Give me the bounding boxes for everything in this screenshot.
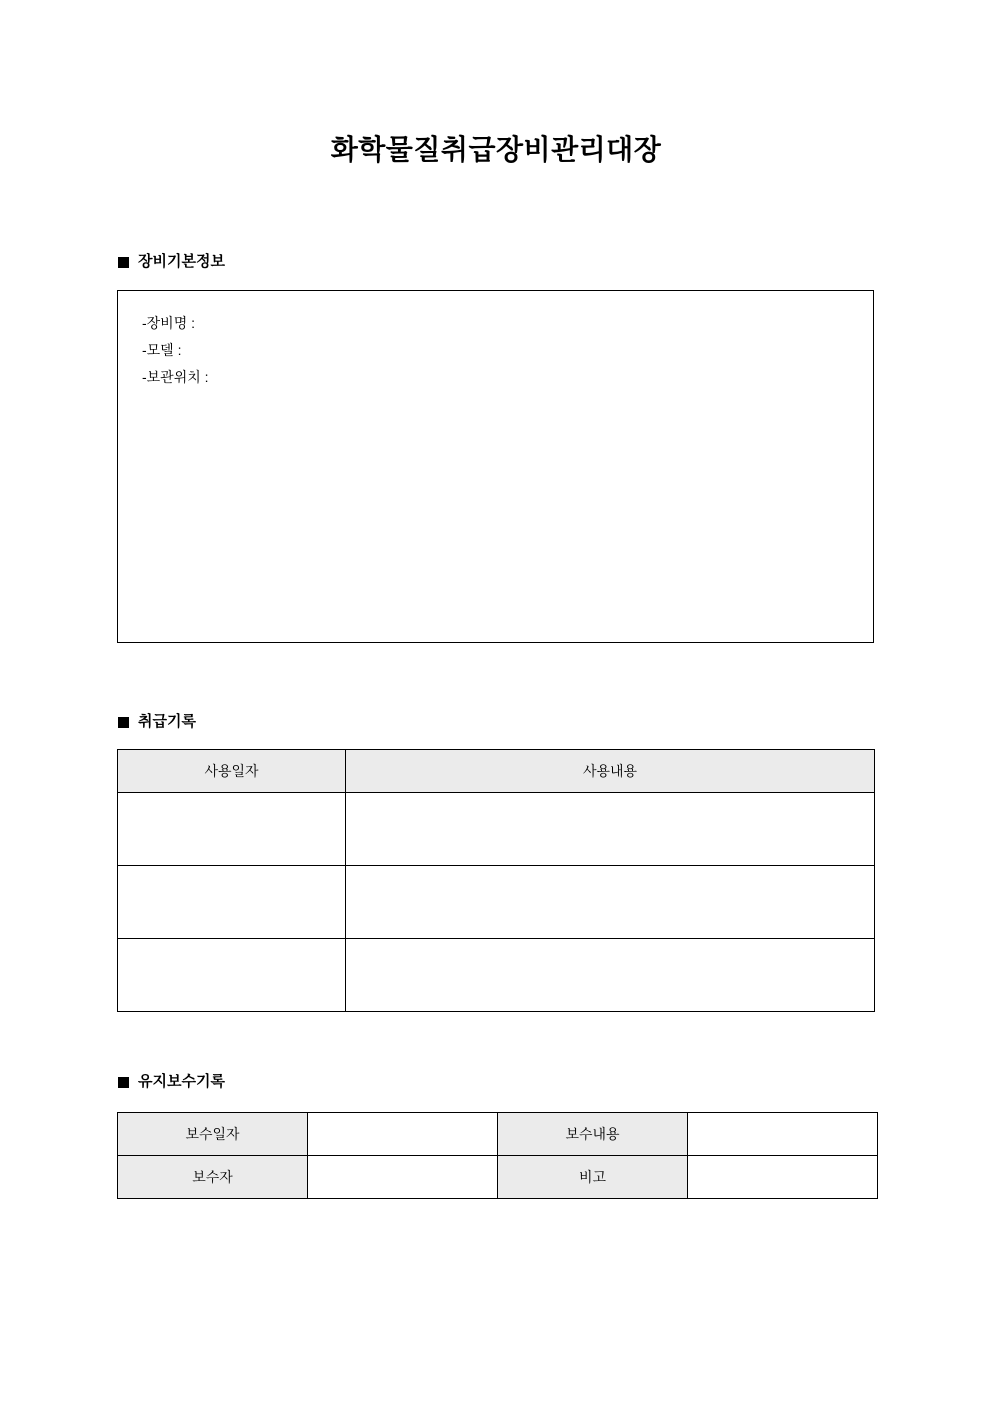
field-maintenance-person[interactable] <box>308 1156 498 1199</box>
cell-usage-details[interactable] <box>346 793 875 866</box>
field-maintenance-date[interactable] <box>308 1113 498 1156</box>
handling-record-table <box>117 749 875 1012</box>
label-maintenance-person: 보수자 <box>118 1156 308 1199</box>
field-remarks[interactable] <box>688 1156 878 1199</box>
filled-square-icon <box>118 717 129 728</box>
field-maintenance-details[interactable] <box>688 1113 878 1156</box>
cell-usage-details[interactable] <box>346 866 875 939</box>
label-remarks: 비고 <box>498 1156 688 1199</box>
table-row <box>118 1156 878 1199</box>
section-heading-equipment-info <box>118 251 225 273</box>
cell-usage-date[interactable] <box>118 866 346 939</box>
section-heading-maintenance-record <box>118 1071 225 1093</box>
column-header-usage-details: 사용내용 <box>346 750 875 793</box>
equipment-info-box <box>117 290 874 643</box>
maintenance-record-table <box>117 1112 878 1199</box>
cell-usage-date[interactable] <box>118 793 346 866</box>
cell-usage-date[interactable] <box>118 939 346 1012</box>
equipment-storage-location-label: -보관위치 : <box>142 369 209 385</box>
equipment-name-label: -장비명 : <box>142 315 196 331</box>
section-heading-maintenance-record-label: 유지보수기록 <box>138 1073 225 1090</box>
table-row <box>118 793 875 866</box>
filled-square-icon <box>118 1077 129 1088</box>
section-heading-equipment-info-label: 장비기본정보 <box>138 253 225 270</box>
equipment-info-lines <box>118 291 873 391</box>
table-row <box>118 866 875 939</box>
label-maintenance-date: 보수일자 <box>118 1113 308 1156</box>
table-header-row <box>118 750 875 793</box>
label-maintenance-details: 보수내용 <box>498 1113 688 1156</box>
equipment-model-label: -모델 : <box>142 342 182 358</box>
cell-usage-details[interactable] <box>346 939 875 1012</box>
page-title: 화학물질취급장비관리대장 <box>330 134 662 165</box>
table-row <box>118 939 875 1012</box>
filled-square-icon <box>118 257 129 268</box>
table-row <box>118 1113 878 1156</box>
section-heading-handling-record-label: 취급기록 <box>138 713 196 730</box>
section-heading-handling-record <box>118 711 196 733</box>
column-header-usage-date: 사용일자 <box>118 750 346 793</box>
